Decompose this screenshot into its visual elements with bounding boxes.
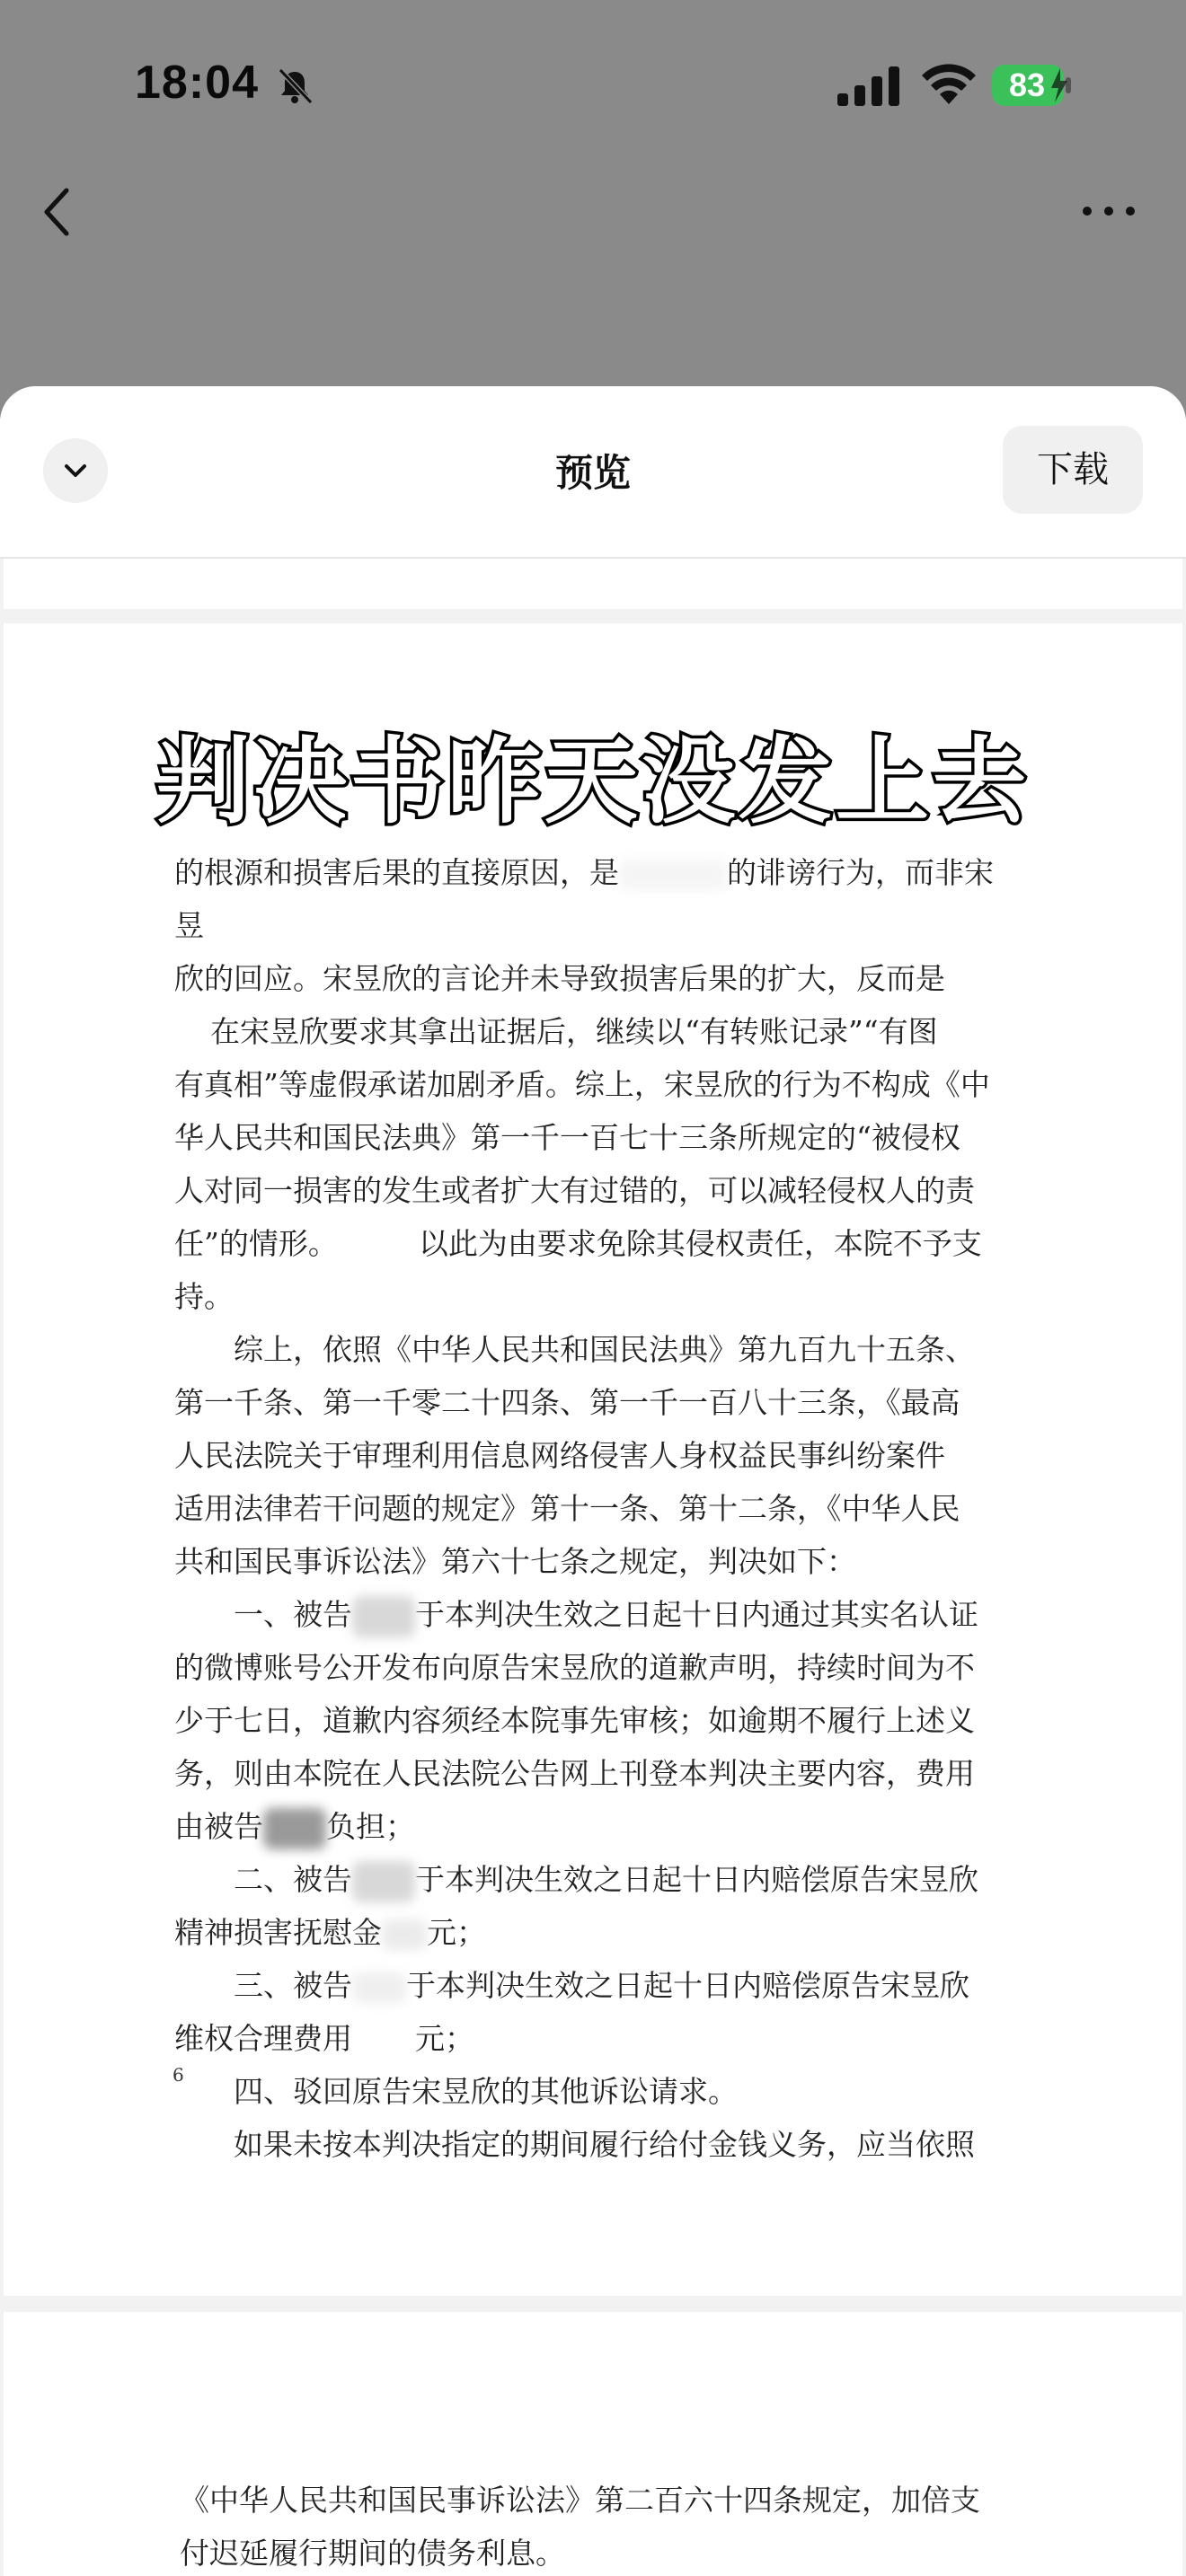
- back-button[interactable]: [32, 176, 86, 248]
- more-options-button[interactable]: [1076, 189, 1141, 234]
- page-number: 6: [173, 2064, 184, 2086]
- battery-level: 83: [1008, 66, 1046, 103]
- status-time: 18:04: [135, 57, 259, 109]
- redacted-name: [352, 1861, 415, 1902]
- text-line: 二、被告 于本判决生效之日起十日内赔偿原告宋昱欣: [174, 1853, 1019, 1906]
- sheet-header: [0, 386, 1186, 559]
- judgment-text: [180, 2474, 1024, 2576]
- text-line: 精神损害抚慰金 元；: [174, 1915, 486, 1950]
- sheet-title: 预览: [554, 451, 631, 495]
- text-line: 适用法律若干问题的规定》第十一条、第十二条，《中华人民: [174, 1491, 960, 1526]
- previous-page-bottom: [4, 559, 1182, 609]
- text-line: 欣的回应。宋昱欣的言论并未导致损害后果的扩大，反而是: [174, 961, 945, 996]
- overlay-caption: 判决书昨天没发上去: [155, 727, 1030, 836]
- document-viewer[interactable]: [0, 559, 1186, 2576]
- text-line: 三、被告 于本判决生效之日起十日内赔偿原告宋昱欣: [234, 1968, 969, 2003]
- redacted-amount: [382, 1919, 427, 1950]
- text-line: 如果未按本判决指定的期间履行给付金钱义务，应当依照: [234, 2127, 975, 2162]
- text-line: 任”的情形。 以此为由要求免除其侵权责任，本院不予支: [174, 1226, 982, 1261]
- text-line: 《中华人民共和国民事诉讼法》第二百六十四条规定，加倍支: [180, 2483, 980, 2518]
- text-line: 第一千条、第一千零二十四条、第一千一百八十三条，《最高: [174, 1385, 960, 1420]
- status-bar: [0, 0, 1186, 171]
- text-line: 的根源和损害后果的直接原因，是 的诽谤行为，而非宋昱: [174, 855, 994, 943]
- redacted-name: [352, 1972, 406, 2003]
- ellipsis-icon: [1076, 189, 1141, 234]
- text-line: 四、驳回原告宋昱欣的其他诉讼请求。: [234, 2074, 738, 2109]
- text-line: 共和国民事诉讼法》第六十七条之规定，判决如下：: [174, 1544, 856, 1579]
- document-page-next: [4, 2312, 1182, 2576]
- text-line: 人对同一损害的发生或者扩大有过错的，可以减轻侵权人的责: [174, 1173, 975, 1208]
- text-line: 人民法院关于审理利用信息网络侵害人身权益民事纠纷案件: [174, 1438, 945, 1473]
- judgment-text: [174, 846, 1019, 2171]
- redacted-name: [352, 1596, 415, 1637]
- text-line: 务，则由本院在人民法院公告网上刊登本判决主要内容，费用: [174, 1756, 975, 1791]
- bell-slash-icon: [275, 66, 314, 106]
- text-line: 华人民共和国民法典》第一千一百七十三条所规定的“被侵权: [174, 1120, 960, 1155]
- text-line: 少于七日，道歉内容须经本院事先审核；如逾期不履行上述义: [174, 1703, 975, 1738]
- text-line: 一、被告 于本判决生效之日起十日内通过其实名认证: [174, 1588, 1019, 1641]
- preview-sheet: [0, 386, 1186, 2576]
- text-line: 有真相”等虚假承诺加剧矛盾。综上，宋昱欣的行为不构成《中: [174, 1067, 990, 1102]
- text-line: 维权合理费用 元；: [174, 2021, 474, 2056]
- download-button[interactable]: 下载: [1003, 426, 1143, 514]
- redacted-name: [263, 1808, 326, 1849]
- text-line: 综上，依照《中华人民共和国民法典》第九百九十五条、: [234, 1332, 975, 1367]
- text-line: 在宋昱欣要求其拿出证据后，继续以“有转账记录”“有图: [210, 1014, 938, 1049]
- signal-icon: [837, 66, 902, 106]
- text-line: 付迟延履行期间的债务利息。: [180, 2536, 565, 2571]
- document-page: [4, 623, 1182, 2296]
- redacted-name: [619, 860, 727, 890]
- wifi-icon: [920, 63, 978, 106]
- text-line: 的微博账号公开发布向原告宋昱欣的道歉声明，持续时间为不: [174, 1650, 975, 1685]
- chevron-left-icon: [32, 176, 86, 248]
- text-line: 由被告 负担；: [174, 1800, 1019, 1853]
- text-line: 持。: [174, 1279, 234, 1314]
